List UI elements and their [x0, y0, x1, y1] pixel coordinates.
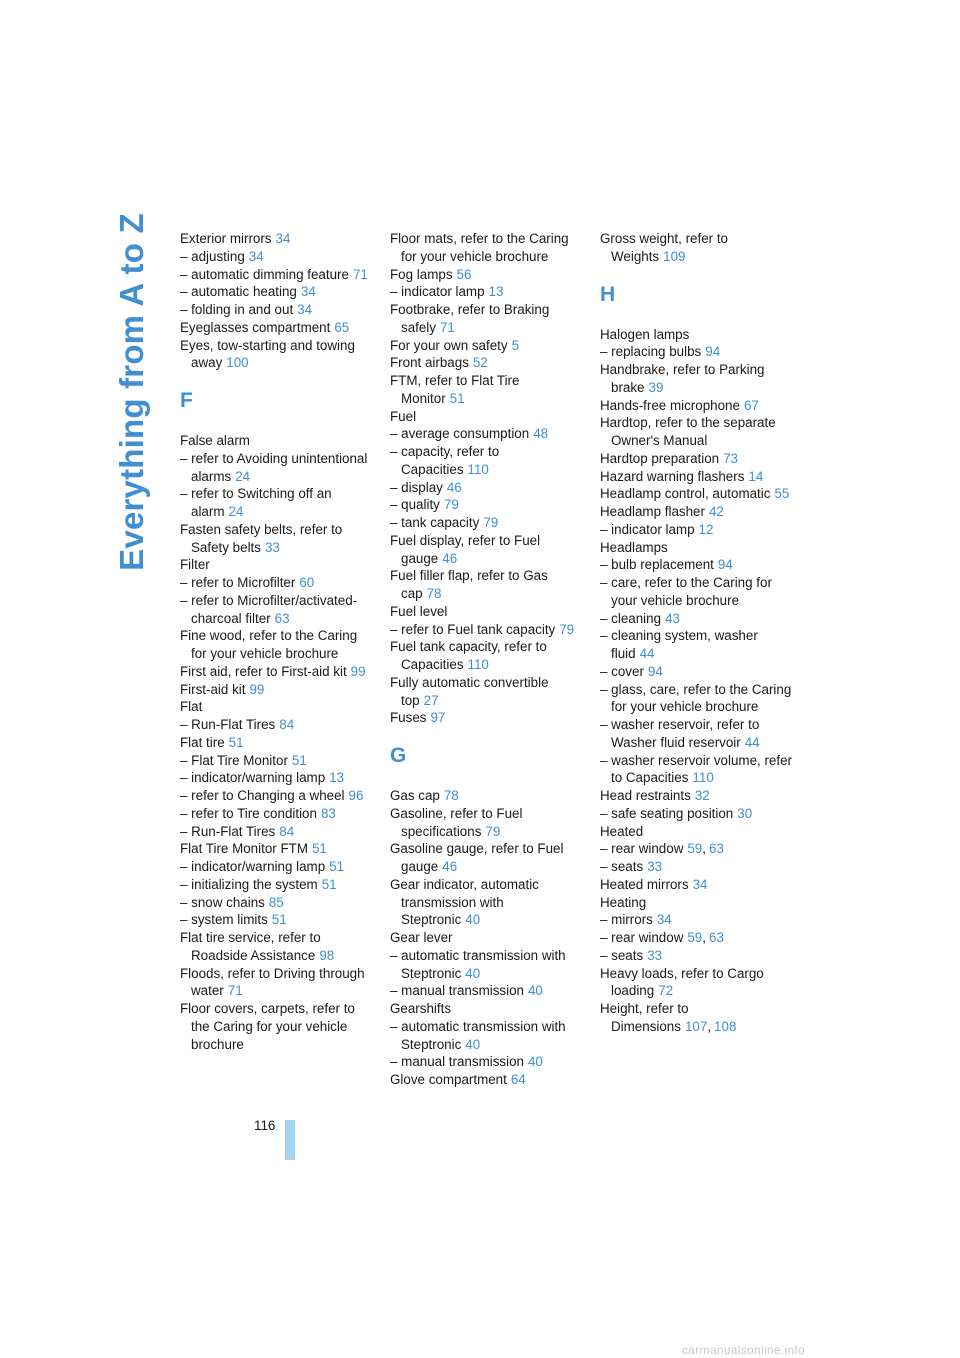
- index-entry: [600, 556, 796, 574]
- page-reference-link[interactable]: 48: [533, 426, 549, 442]
- index-entry: [390, 532, 586, 568]
- index-letter-heading: H: [600, 282, 616, 306]
- index-entry-text: Fuel filler flap, refer to Gas cap: [390, 568, 548, 601]
- page-reference-link[interactable]: 34: [297, 302, 313, 317]
- index-entry-text: – refer to Microfilter/activated-charcoal filter: [180, 592, 358, 626]
- side-section-title-text: Everything from A to Z: [113, 213, 151, 571]
- index-entry-text: – automatic transmission with Steptronic: [390, 947, 566, 981]
- index-entry: [600, 894, 796, 912]
- index-entry: [180, 787, 376, 805]
- index-entry-text: Gear indicator, automatic transmission with Steptronic: [390, 876, 539, 928]
- index-entry-text: – Run-Flat Tires: [180, 717, 276, 732]
- index-entry: [180, 769, 376, 787]
- index-entry: [600, 539, 796, 557]
- page-reference-link[interactable]: 64: [510, 1072, 526, 1087]
- page-reference-link[interactable]: 84: [279, 823, 295, 839]
- index-entry: [390, 301, 586, 337]
- page-reference-link[interactable]: 78: [426, 586, 442, 601]
- index-entry: [600, 1000, 796, 1036]
- page-reference-link[interactable]: 79: [443, 497, 459, 513]
- index-entry: [180, 858, 376, 876]
- page-reference-link[interactable]: 40: [465, 912, 481, 928]
- index-entry-text: – rear window: [600, 841, 684, 857]
- index-entry-text: Flat tire: [180, 734, 225, 750]
- index-entry: [180, 894, 376, 912]
- index-entry: [390, 982, 586, 1000]
- index-entry: [180, 337, 376, 373]
- index-column-3: [600, 230, 796, 1036]
- index-entry: [390, 408, 586, 426]
- index-entry: [600, 230, 796, 266]
- page-reference-link[interactable]: 13: [488, 284, 504, 300]
- index-entry: [390, 266, 586, 284]
- index-entry-text: – cover: [600, 663, 644, 679]
- page-reference-link[interactable]: 46: [442, 859, 458, 874]
- page-reference-link[interactable]: 44: [744, 734, 760, 750]
- page-ref-separator: ,: [707, 1018, 712, 1034]
- index-entry: [600, 450, 796, 468]
- index-entry-text: Fuses: [390, 710, 427, 726]
- index-entry: [600, 414, 796, 450]
- index-entry: [600, 858, 796, 876]
- index-entry-text: Glove compartment: [390, 1072, 507, 1087]
- index-entry-text: Gearshifts: [390, 1001, 452, 1016]
- index-entry: [180, 840, 376, 858]
- index-entry-text: Exterior mirrors: [180, 231, 272, 246]
- page-reference-link[interactable]: 42: [708, 504, 724, 519]
- index-entry: [390, 1000, 586, 1018]
- index-entry-text: Fully automatic convertible top: [390, 674, 549, 708]
- index-letter-heading: G: [390, 744, 407, 767]
- index-entry: [180, 752, 376, 770]
- index-entry-text: Gasoline gauge, refer to Fuel gauge: [390, 841, 564, 874]
- index-entry: [180, 230, 376, 248]
- index-entry-text: Fuel tank capacity, refer to Capacities: [390, 639, 547, 672]
- index-entry: [600, 343, 796, 361]
- index-entry: [600, 965, 796, 1001]
- index-entry: [390, 674, 586, 710]
- page-reference-link[interactable]: 94: [717, 557, 733, 573]
- index-entry: [180, 521, 376, 557]
- index-entry: [600, 397, 796, 415]
- index-entry: [390, 514, 586, 532]
- index-entry-text: – mirrors: [600, 912, 653, 928]
- index-entry-text: Heavy loads, refer to Cargo loading: [600, 965, 764, 999]
- index-entry: [180, 266, 376, 284]
- index-entry: [390, 337, 586, 355]
- index-entry: [600, 681, 796, 717]
- index-entry-text: Fuel display, refer to Fuel gauge: [390, 532, 541, 566]
- index-entry: [390, 929, 586, 947]
- index-entry: [600, 947, 796, 965]
- page-reference-link[interactable]: 99: [350, 663, 366, 679]
- page-reference-link[interactable]: 24: [228, 504, 244, 519]
- index-entry-text: Heated: [600, 823, 644, 839]
- index-entry-text: Floods, refer to Driving through water: [180, 965, 365, 999]
- page-reference-link[interactable]: 56: [456, 266, 472, 282]
- page-reference-link[interactable]: 84: [279, 717, 295, 732]
- index-entry: [180, 876, 376, 894]
- index-entry: [600, 840, 796, 858]
- page-marker-bar: [285, 1120, 295, 1160]
- page-reference-link[interactable]: 52: [472, 355, 488, 371]
- page-reference-link[interactable]: 110: [692, 770, 714, 786]
- index-entry-text: – indicator/warning lamp: [180, 859, 326, 874]
- page-reference-link[interactable]: 99: [249, 681, 265, 697]
- page-reference-link[interactable]: 51: [291, 752, 307, 768]
- index-entry: [600, 627, 796, 663]
- index-entry-text: – capacity, refer to Capacities: [390, 444, 500, 477]
- page-reference-link[interactable]: 59: [687, 930, 703, 945]
- index-entry-text: – display: [390, 479, 443, 495]
- page-reference-link[interactable]: 40: [527, 983, 543, 999]
- index-entry: [390, 621, 586, 639]
- page-reference-link[interactable]: 79: [559, 621, 575, 637]
- page-reference-link[interactable]: 60: [299, 575, 315, 590]
- index-entry: [180, 592, 376, 628]
- page-reference-link[interactable]: 83: [320, 805, 336, 821]
- index-entry-text: – washer reservoir volume, refer to Capacities: [600, 752, 793, 786]
- index-entry-text: First-aid kit: [180, 681, 246, 697]
- index-entry: [600, 929, 796, 947]
- index-entry: [180, 929, 376, 965]
- page-reference-link[interactable]: 12: [698, 521, 714, 537]
- page-reference-link[interactable]: 40: [465, 1036, 481, 1052]
- index-entry: [600, 805, 796, 823]
- page-reference-link[interactable]: 33: [647, 859, 663, 874]
- index-entry-text: Handbrake, refer to Parking brake: [600, 362, 765, 395]
- index-entry: [390, 425, 586, 443]
- index-entry: [390, 479, 586, 497]
- page-reference-link[interactable]: 51: [271, 912, 287, 928]
- index-entry: [600, 468, 796, 486]
- index-entry-text: Floor mats, refer to the Caring for your vehicle brochure: [390, 231, 569, 264]
- page-reference-link[interactable]: 33: [264, 539, 280, 555]
- index-entry-text: Front airbags: [390, 355, 469, 371]
- index-entry-text: – initializing the system: [180, 876, 318, 892]
- index-entry-text: Flat tire service, refer to Roadside Assistance: [180, 930, 321, 963]
- page-reference-link[interactable]: 34: [248, 248, 264, 264]
- footer-watermark: carmanualsonline.info: [682, 1343, 806, 1357]
- index-entry: [180, 681, 376, 699]
- index-entry: [180, 734, 376, 752]
- index-entry-text: – seats: [600, 859, 644, 874]
- page-reference-link[interactable]: 51: [449, 390, 465, 406]
- index-entry-text: – indicator lamp: [390, 284, 485, 300]
- index-entry: [390, 443, 586, 479]
- page-reference-link[interactable]: 40: [465, 965, 481, 981]
- index-entry-text: Gas cap: [390, 788, 440, 803]
- index-entry-text: Eyeglasses compartment: [180, 319, 331, 335]
- page-reference-link[interactable]: 33: [647, 947, 663, 963]
- index-entry-text: – Flat Tire Monitor: [180, 752, 288, 768]
- index-entry-text: – manual transmission: [390, 1054, 524, 1070]
- page-reference-link[interactable]: 51: [329, 859, 345, 874]
- index-entry-text: Gear lever: [390, 930, 453, 945]
- index-entry-text: Flat Tire Monitor FTM: [180, 841, 308, 857]
- page-reference-link[interactable]: 34: [692, 876, 708, 892]
- page-reference-link[interactable]: 71: [439, 319, 455, 335]
- index-entry: [600, 911, 796, 929]
- page-reference-link[interactable]: 100: [226, 355, 249, 371]
- index-entry-text: Hardtop, refer to the separate Owner's Manual: [600, 415, 776, 448]
- index-entry-text: – automatic heating: [180, 284, 297, 300]
- index-entry-text: Floor covers, carpets, refer to the Caring for your vehicle brochure: [180, 1001, 355, 1052]
- index-entry-text: – indicator lamp: [600, 521, 695, 537]
- index-entry: [180, 283, 376, 301]
- page-reference-link[interactable]: 34: [300, 284, 316, 300]
- page-reference-link[interactable]: 63: [274, 610, 290, 626]
- index-entry-text: – replacing bulbs: [600, 344, 702, 360]
- page-number: 116: [254, 1118, 276, 1133]
- index-entry: [390, 496, 586, 514]
- index-entry: [180, 716, 376, 734]
- index-entry: [600, 663, 796, 681]
- index-entry-text: Headlamp control, automatic: [600, 486, 771, 502]
- page-reference-link[interactable]: 78: [443, 788, 459, 803]
- index-entry: [600, 326, 796, 344]
- page-reference-link[interactable]: 14: [748, 468, 764, 484]
- index-entry-text: – washer reservoir, refer to Washer fluid reservoir: [600, 717, 760, 750]
- index-entry: [390, 567, 586, 603]
- index-entry: [600, 716, 796, 752]
- index-entry: [600, 574, 796, 610]
- page-reference-link[interactable]: 59: [687, 841, 703, 857]
- index-entry: [390, 372, 586, 408]
- index-entry: [180, 450, 376, 486]
- index-entry-text: False alarm: [180, 433, 250, 448]
- page-reference-link[interactable]: 5: [511, 337, 520, 353]
- index-entry-text: – folding in and out: [180, 302, 294, 317]
- page-reference-link[interactable]: 30: [737, 805, 753, 821]
- index-entry: [180, 485, 376, 521]
- page-reference-link[interactable]: 27: [423, 692, 439, 708]
- index-entry-text: – snow chains: [180, 894, 265, 910]
- index-entry-text: – glass, care, refer to the Caring for your vehicle brochure: [600, 681, 792, 715]
- index-entry: [180, 319, 376, 337]
- page-reference-link[interactable]: 79: [483, 515, 499, 530]
- index-entry-text: Hands-free microphone: [600, 397, 740, 413]
- page-reference-link[interactable]: 94: [647, 663, 663, 679]
- page-reference-link[interactable]: 71: [227, 983, 243, 999]
- index-entry: [390, 283, 586, 301]
- page-ref-separator: ,: [702, 841, 706, 857]
- index-entry: [180, 301, 376, 319]
- index-entry-text: Fasten safety belts, refer to Safety belts: [180, 521, 343, 555]
- index-entry-text: Heating: [600, 894, 647, 910]
- index-entry: [390, 638, 586, 674]
- page-reference-link[interactable]: 94: [705, 344, 721, 360]
- index-entry-text: Eyes, tow-starting and towing away: [180, 337, 355, 371]
- index-entry-text: – refer to Fuel tank capacity: [390, 621, 556, 637]
- page-reference-link[interactable]: 97: [430, 710, 446, 726]
- page-reference-link[interactable]: 110: [467, 657, 489, 672]
- index-entry-text: – cleaning system, washer fluid: [600, 628, 758, 661]
- index-entry-text: Hardtop preparation: [600, 450, 720, 466]
- page-reference-link[interactable]: 65: [334, 319, 350, 335]
- page-reference-link[interactable]: 24: [235, 468, 251, 484]
- page-reference-link[interactable]: 79: [485, 823, 501, 839]
- index-entry-text: Fog lamps: [390, 266, 453, 282]
- index-entry: [180, 556, 376, 574]
- page-reference-link[interactable]: 85: [268, 894, 284, 910]
- index-letter-heading: F: [180, 389, 193, 412]
- index-entry-text: First aid, refer to First-aid kit: [180, 663, 347, 679]
- index-entry-text: – seats: [600, 947, 644, 963]
- index-entry-text: – refer to Changing a wheel: [180, 788, 345, 803]
- index-entry: [390, 840, 586, 876]
- page-reference-link[interactable]: 44: [639, 646, 655, 661]
- index-entry: [390, 1053, 586, 1071]
- page-reference-link[interactable]: 34: [656, 912, 672, 928]
- index-entry-text: Filter: [180, 557, 210, 573]
- index-entry: [180, 663, 376, 681]
- index-column-2: [390, 230, 586, 1089]
- index-entry-text: – bulb replacement: [600, 557, 714, 573]
- index-entry-text: – automatic transmission with Steptronic: [390, 1018, 566, 1052]
- index-entry: [600, 787, 796, 805]
- page-reference-link[interactable]: 51: [311, 841, 327, 857]
- page-reference-link[interactable]: 51: [228, 734, 244, 750]
- page-reference-link[interactable]: 46: [446, 479, 462, 495]
- index-entry: [390, 603, 586, 621]
- page-reference-link[interactable]: 67: [743, 397, 759, 413]
- index-entry: [180, 627, 376, 663]
- page-reference-link[interactable]: 63: [709, 930, 724, 945]
- page-reference-link[interactable]: 63: [709, 841, 724, 857]
- index-entry: [180, 823, 376, 841]
- index-entry-text: For your own safety: [390, 337, 508, 353]
- index-entry: [180, 574, 376, 592]
- index-entry-text: – rear window: [600, 930, 684, 945]
- index-entry-text: – indicator/warning lamp: [180, 770, 326, 786]
- index-entry-text: Gross weight, refer to Weights: [600, 231, 729, 264]
- page-reference-link[interactable]: 34: [275, 231, 291, 246]
- index-entry-text: Fuel: [390, 408, 417, 424]
- page-reference-link[interactable]: 55: [774, 486, 790, 502]
- index-entry-text: – refer to Switching off an alarm: [180, 486, 332, 519]
- page-reference-link[interactable]: 108: [714, 1018, 737, 1034]
- index-entry-text: – Run-Flat Tires: [180, 823, 276, 839]
- index-entry-text: – quality: [390, 497, 440, 513]
- index-entry: [390, 709, 586, 727]
- index-entry: [390, 787, 586, 805]
- index-entry-text: Fine wood, refer to the Caring for your vehicle brochure: [180, 628, 358, 661]
- index-entry: [180, 698, 376, 716]
- page-reference-link[interactable]: 71: [352, 266, 368, 282]
- page-reference-link[interactable]: 96: [348, 788, 364, 803]
- index-entry: [180, 805, 376, 823]
- index-entry-text: – system limits: [180, 912, 268, 928]
- index-entry-text: – adjusting: [180, 248, 245, 264]
- index-entry: [600, 361, 796, 397]
- page-reference-link[interactable]: 39: [648, 379, 664, 395]
- index-entry: [390, 354, 586, 372]
- page-reference-link[interactable]: 73: [723, 450, 739, 466]
- index-entry: [600, 485, 796, 503]
- page-reference-link[interactable]: 98: [319, 947, 335, 963]
- index-entry: [600, 610, 796, 628]
- page-reference-link[interactable]: 46: [442, 550, 458, 566]
- index-entry: [390, 876, 586, 929]
- index-entry-text: Head restraints: [600, 788, 691, 803]
- index-entry-text: Fuel level: [390, 603, 448, 619]
- index-entry-text: – tank capacity: [390, 515, 480, 530]
- page-ref-separator: ,: [702, 930, 706, 945]
- index-entry-text: – care, refer to the Caring for your vehicle brochure: [600, 575, 772, 608]
- index-entry: [390, 230, 586, 266]
- index-entry: [390, 1018, 586, 1054]
- index-entry-text: – automatic dimming feature: [180, 266, 349, 282]
- side-section-title: [112, 213, 152, 571]
- index-entry: [390, 1071, 586, 1089]
- index-entry: [180, 911, 376, 929]
- index-entry: [390, 805, 586, 841]
- index-entry: [180, 1000, 376, 1053]
- page-reference-link[interactable]: 40: [527, 1054, 543, 1070]
- index-entry: [390, 947, 586, 983]
- index-entry-text: FTM, refer to Flat Tire Monitor: [390, 373, 520, 406]
- page-reference-link[interactable]: 72: [658, 983, 674, 999]
- index-entry: [180, 965, 376, 1001]
- index-entry-text: – cleaning: [600, 610, 662, 626]
- page-reference-link[interactable]: 107: [684, 1018, 708, 1034]
- index-entry-text: Height, refer to Dimensions: [600, 1001, 689, 1034]
- index-entry-text: – refer to Tire condition: [180, 805, 317, 821]
- index-entry: [600, 503, 796, 521]
- index-entry-text: Gasoline, refer to Fuel specifications: [390, 805, 523, 839]
- page-reference-link[interactable]: 13: [329, 770, 345, 786]
- index-entry-text: Hazard warning flashers: [600, 468, 745, 484]
- index-entry-text: – manual transmission: [390, 983, 524, 999]
- index-entry: [600, 521, 796, 539]
- index-entry-text: – average consumption: [390, 426, 530, 442]
- index-entry: [600, 752, 796, 788]
- index-entry-text: Headlamps: [600, 539, 668, 555]
- index-entry: [180, 248, 376, 266]
- index-entry-text: – safe seating position: [600, 805, 734, 821]
- page-reference-link[interactable]: 110: [467, 461, 489, 477]
- index-entry-text: – refer to Microfilter: [180, 575, 296, 590]
- page-reference-link[interactable]: 109: [663, 248, 686, 264]
- index-entry: [180, 432, 376, 450]
- page-reference-link[interactable]: 32: [694, 788, 710, 803]
- page-reference-link[interactable]: 51: [321, 876, 337, 892]
- index-entry: [600, 823, 796, 841]
- index-entry-text: Headlamp flasher: [600, 504, 705, 519]
- index-entry-text: Footbrake, refer to Braking safely: [390, 302, 550, 335]
- page-reference-link[interactable]: 43: [665, 610, 680, 626]
- index-entry: [600, 876, 796, 894]
- index-entry-text: Heated mirrors: [600, 876, 689, 892]
- index-entry-text: – refer to Avoiding unintentional alarms: [180, 450, 368, 484]
- index-column-1: [180, 230, 376, 1053]
- index-entry-text: Flat: [180, 699, 203, 715]
- index-entry-text: Halogen lamps: [600, 326, 690, 342]
